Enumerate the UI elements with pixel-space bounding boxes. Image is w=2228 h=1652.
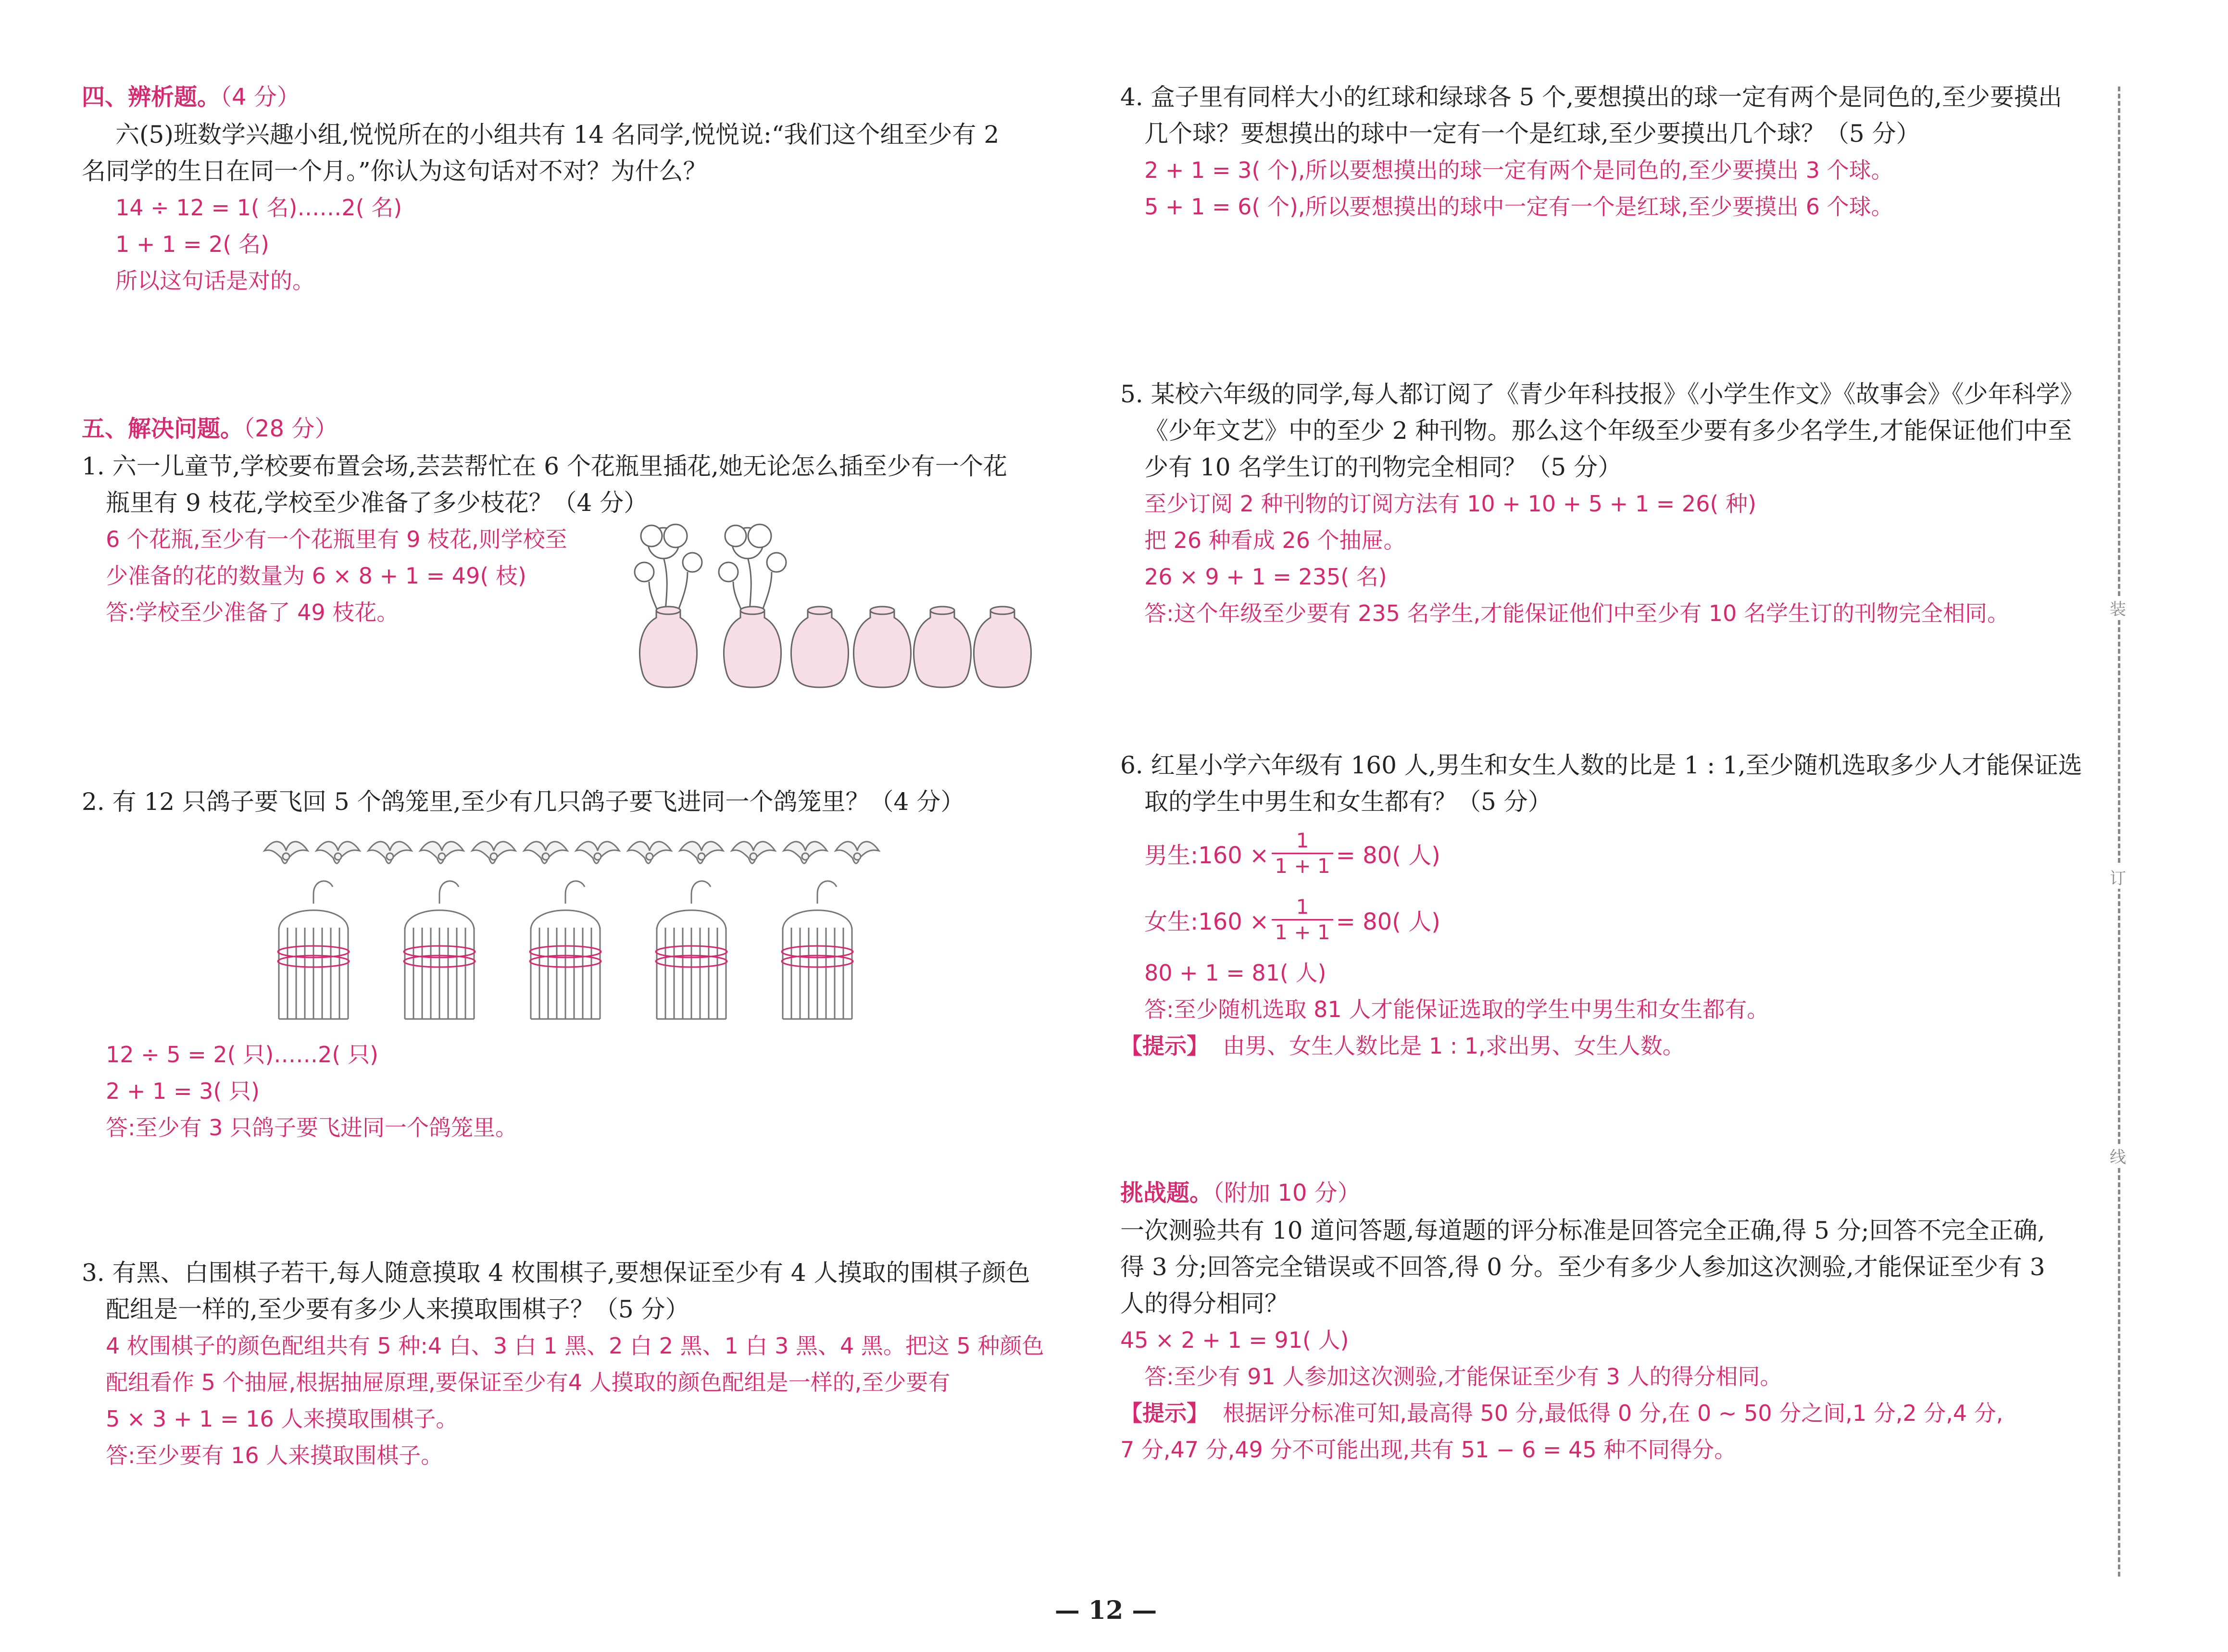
pigeon-icon (732, 842, 775, 863)
p1-answer-line2: 少准备的花的数量为 6 × 8 + 1 = 49( 枝) (106, 563, 526, 589)
vase-3 (791, 607, 848, 687)
vase-4 (853, 607, 911, 687)
section5-title: 五、解决问题。 (82, 415, 244, 442)
challenge-answer-line2: 答:至少有 91 人参加这次测验,才能保证至少有 3 人的得分相同。 (1144, 1364, 1782, 1390)
tip-label: 【提示】 (1120, 1400, 1209, 1426)
p1-answer-line1: 6 个花瓶,至少有一个花瓶里有 9 枝花,则学校至 (106, 526, 567, 552)
birdcage-icon (404, 881, 475, 1019)
p5-answer-line1: 至少订阅 2 种刊物的订阅方法有 10 + 10 + 5 + 1 = 26( 种) (1144, 491, 1756, 517)
challenge-question-line2: 得 3 分;回答完全错误或不回答,得 0 分。至少有多少人参加这次测验,才能保证至少有 3 (1120, 1253, 2045, 1281)
boy-prefix: 男生:160 × (1144, 842, 1269, 869)
p5-answer-line3: 26 × 9 + 1 = 235( 名) (1144, 564, 1387, 590)
binding-char-2: 订 (2106, 865, 2130, 889)
p5-question-line3: 少有 10 名学生订的刊物完全相同？（5 分） (1144, 453, 1622, 481)
p3-question-line1: 3. 有黑、白围棋子若干,每人随意摸取 4 枚围棋子,要想保证至少有 4 人摸取的围棋子颜色 (82, 1259, 1030, 1287)
binding-char-1: 装 (2106, 596, 2130, 620)
page-number: — 12 — (1054, 1596, 1157, 1625)
fraction-numerator: 1 (1296, 894, 1309, 919)
p2-question: 2. 有 12 只鸽子要飞回 5 个鸽笼里,至少有几只鸽子要飞进同一个鸽笼里？（4 分） (82, 788, 965, 816)
vase-1 (639, 607, 697, 687)
p1-answer-line3: 答:学校至少准备了 49 枝花。 (106, 599, 399, 625)
p5-question-line1: 5. 某校六年级的同学,每人都订阅了《青少年科技报》《小学生作文》《故事会》《少年科学》 (1120, 380, 2084, 408)
pigeon-icon (628, 842, 671, 863)
p6-answer-line4: 答:至少随机选取 81 人才能保证选取的学生中男生和女生都有。 (1144, 996, 1769, 1022)
challenge-answer-line1: 45 × 2 + 1 = 91( 人) (1120, 1327, 1349, 1353)
pigeon-icon (368, 842, 412, 863)
sec4-answer-line2: 1 + 1 = 2( 名) (115, 231, 269, 257)
pigeon-icon (576, 842, 619, 863)
pigeons-cages-illustration (250, 827, 889, 1029)
p1-question-line1: 1. 六一儿童节,学校要布置会场,芸芸帮忙在 6 个花瓶里插花,她无论怎么插至少有一个花 (82, 452, 1007, 480)
pigeon-icon (836, 842, 879, 863)
p5-answer-line2: 把 26 种看成 26 个抽屉。 (1144, 527, 1406, 553)
p2-answer-line2: 2 + 1 = 3( 只) (106, 1078, 260, 1104)
section4-title: 四、辨析题。 (82, 84, 221, 111)
challenge-heading (1120, 1178, 1361, 1208)
pigeon-icon (264, 842, 308, 863)
challenge-tip-line2: 7 分,47 分,49 分不可能出现,共有 51 − 6 = 45 种不同得分。 (1120, 1437, 1737, 1463)
p1-question-line2: 瓶里有 9 枝花,学校至少准备了多少枝花？（4 分） (106, 489, 648, 517)
p3-answer-line1: 4 枚围棋子的颜色配组共有 5 种:4 白、3 白 1 黑、2 白 2 黑、1 白 3 黑、4 黑。把这 5 种颜色 (106, 1333, 1044, 1359)
pigeon-icon (316, 842, 360, 863)
p4-question-line2: 几个球？要想摸出的球中一定有一个是红球,至少要摸出几个球？（5 分） (1144, 120, 1920, 148)
p3-answer-line3: 5 × 3 + 1 = 16 人来摸取围棋子。 (106, 1406, 458, 1432)
birdcage-icon (782, 881, 853, 1019)
p2-answer-line3: 答:至少有 3 只鸽子要飞进同一个鸽笼里。 (106, 1115, 518, 1141)
challenge-tip-line1 (1120, 1398, 2003, 1428)
p6-question-line1: 6. 红星小学六年级有 160 人,男生和女生人数的比是 1 : 1,至少随机选取多少人才能保证选 (1120, 751, 2082, 779)
challenge-question-line1: 一次测验共有 10 道问答题,每道题的评分标准是回答完全正确,得 5 分;回答不完全正确, (1120, 1217, 2045, 1244)
sec4-question-line1: 六(5)班数学兴趣小组,悦悦所在的小组共有 14 名同学,悦悦说:“我们这个组至少有 2 (115, 121, 1000, 149)
vase-5 (914, 607, 971, 687)
pigeon-icon (420, 842, 463, 863)
tip-label: 【提示】 (1120, 1033, 1209, 1059)
p6-boy-equation (1144, 827, 1440, 880)
vase-2 (724, 607, 781, 687)
vases-illustration (630, 519, 1043, 692)
girl-fraction (1272, 894, 1333, 944)
p4-question-line1: 4. 盒子里有同样大小的红球和绿球各 5 个,要想摸出的球一定有两个是同色的,至少要摸出 (1120, 83, 2062, 111)
challenge-title: 挑战题。 (1120, 1180, 1213, 1206)
tip-text: 由男、女生人数比是 1 : 1,求出男、女生人数。 (1223, 1033, 1685, 1059)
section4-points: （4 分） (220, 84, 300, 111)
section4-heading (82, 82, 300, 112)
challenge-points: （附加 10 分） (1213, 1180, 1361, 1206)
p3-question-line2: 配组是一样的,至少要有多少人来摸取围棋子？（5 分） (106, 1295, 689, 1323)
pigeon-icon (680, 842, 723, 863)
fraction-denominator: 1 + 1 (1272, 853, 1333, 876)
p6-answer-line3: 80 + 1 = 81( 人) (1144, 960, 1327, 986)
sec4-question-line2: 名同学的生日在同一个月。”你认为这句话对不对？为什么？ (82, 157, 707, 185)
pigeon-icon (524, 842, 567, 863)
p6-girl-equation (1144, 893, 1440, 946)
boy-result: = 80( 人) (1336, 842, 1440, 869)
girl-result: = 80( 人) (1336, 908, 1440, 935)
vase-6 (974, 607, 1031, 687)
p4-answer-line1: 2 + 1 = 3( 个),所以要想摸出的球一定有两个是同色的,至少要摸出 3 个球。 (1144, 157, 1893, 183)
boy-fraction (1272, 828, 1333, 878)
birdcage-icon (530, 881, 601, 1019)
binding-dashed-line (2118, 87, 2120, 1577)
pigeon-icon (472, 842, 515, 863)
p6-question-line2: 取的学生中男生和女生都有？（5 分） (1144, 788, 1552, 816)
p4-answer-line2: 5 + 1 = 6( 个),所以要想摸出的球中一定有一个是红球,至少要摸出 6 个球。 (1144, 194, 1893, 220)
p5-answer-line4: 答:这个年级至少要有 235 名学生,才能保证他们中至少有 10 名学生订的刊物完全相同。 (1144, 600, 2009, 626)
fraction-denominator: 1 + 1 (1272, 919, 1333, 943)
p5-question-line2: 《少年文艺》中的至少 2 种刊物。那么这个年级至少要有多少名学生,才能保证他们中至 (1144, 417, 2072, 445)
girl-prefix: 女生:160 × (1144, 908, 1269, 935)
section5-heading (82, 413, 338, 444)
section5-points: （28 分） (243, 415, 338, 442)
fraction-numerator: 1 (1296, 828, 1309, 852)
sec4-answer-line1: 14 ÷ 12 = 1( 名)……2( 名) (115, 195, 402, 221)
pigeon-icon (784, 842, 827, 863)
birdcage-icon (656, 881, 727, 1019)
sec4-answer-line3: 所以这句话是对的。 (115, 268, 314, 294)
p3-answer-line2: 配组看作 5 个抽屉,根据抽屉原理,要保证至少有4 人摸取的颜色配组是一样的,至少要有 (106, 1369, 951, 1395)
binding-char-3: 线 (2106, 1144, 2130, 1168)
challenge-question-line3: 人的得分相同？ (1120, 1290, 1289, 1317)
birdcage-icon (278, 881, 349, 1019)
p3-answer-line4: 答:至少要有 16 人来摸取围棋子。 (106, 1442, 443, 1468)
tip-text: 根据评分标准可知,最高得 50 分,最低得 0 分,在 0 ~ 50 分之间,1 分,2 分,4 分, (1223, 1400, 2003, 1426)
p6-tip (1120, 1031, 1685, 1061)
p2-answer-line1: 12 ÷ 5 = 2( 只)……2( 只) (106, 1042, 378, 1068)
